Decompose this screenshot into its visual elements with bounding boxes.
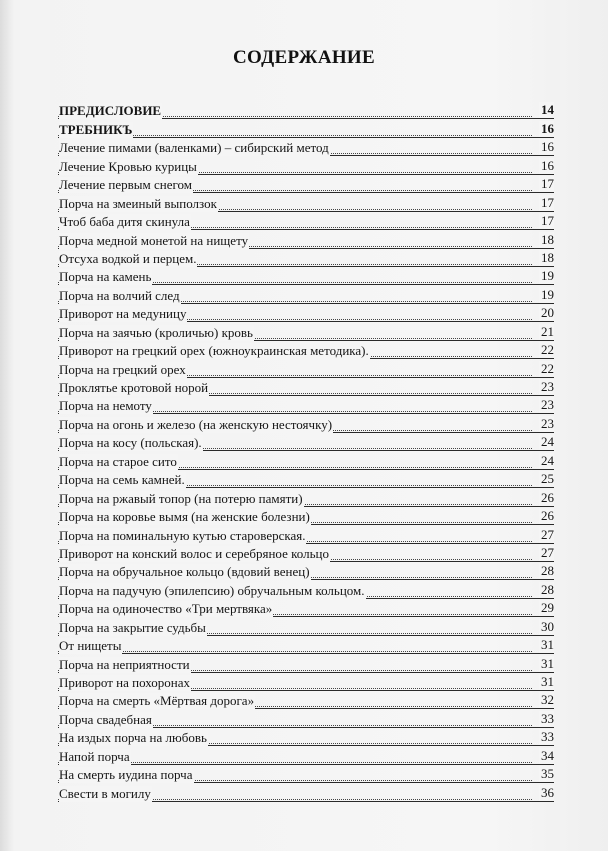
toc-entry-page-number: 30 — [541, 618, 554, 634]
toc-entry — [58, 673, 554, 691]
toc-entry-title: Порча на старое сито — [59, 453, 177, 469]
toc-entry-page-number: 18 — [541, 249, 554, 265]
toc-entry — [58, 249, 554, 267]
toc-entry-page-number: 17 — [541, 213, 554, 229]
toc-entry-page-number: 32 — [541, 692, 554, 708]
toc-entry-title: На смерть иудина порча — [59, 767, 193, 783]
toc-entry — [58, 230, 554, 248]
toc-entry-title: Приворот на похоронах — [59, 675, 190, 690]
toc-entry-title: Порча на заячью (кроличью) кровь — [59, 324, 253, 340]
toc-entry — [58, 396, 554, 414]
toc-entry — [58, 470, 554, 488]
table-of-contents — [58, 101, 554, 802]
toc-entry — [58, 562, 554, 580]
toc-entry — [58, 765, 554, 783]
toc-entry-title: Порча на грецкий орех — [59, 361, 186, 377]
toc-entry-page-number: 16 — [541, 139, 554, 155]
toc-entry — [58, 617, 554, 635]
toc-entry-page-number: 35 — [541, 766, 554, 782]
toc-entry-page-number: 23 — [541, 397, 554, 413]
toc-entry-page-number: 31 — [541, 655, 554, 671]
toc-entry — [58, 433, 554, 451]
toc-entry-page-number: 34 — [541, 747, 554, 763]
toc-entry — [58, 138, 554, 156]
toc-entry-page-number: 18 — [541, 231, 554, 247]
toc-entry — [58, 175, 554, 193]
toc-entry-page-number: 28 — [541, 581, 554, 597]
toc-entry — [58, 322, 554, 340]
toc-entry-title: Проклятье кротовой норой — [59, 380, 209, 395]
toc-entry-title: Лечение пимами (валенками) – сибирский метод — [59, 140, 329, 156]
toc-entry-title: Порча на неприятности — [59, 656, 190, 672]
toc-entry — [58, 488, 554, 506]
toc-entry-title: Приворот на грецкий орех (южноукраинская методика). — [59, 343, 369, 359]
toc-entry-title: Порча на косу (польская). — [59, 435, 202, 451]
toc-entry — [58, 525, 554, 543]
toc-entry — [58, 728, 554, 746]
toc-entry — [58, 451, 554, 469]
toc-entry-page-number: 26 — [541, 508, 554, 524]
toc-entry-title: Лечение первым снегом — [59, 177, 192, 193]
toc-entry-page-number: 21 — [541, 323, 554, 339]
toc-entry-title: Порча на змеиный выползок — [59, 195, 217, 211]
toc-entry-page-number: 19 — [541, 268, 554, 284]
toc-entry-page-number: 16 — [541, 120, 554, 136]
toc-entry — [58, 304, 554, 322]
toc-entry — [58, 267, 554, 285]
toc-entry — [58, 341, 554, 359]
toc-entry-title: Порча на падучую (эпилепсию) обручальным кольцом. — [59, 582, 365, 598]
toc-entry — [58, 507, 554, 525]
toc-entry — [58, 654, 554, 672]
toc-entry-title: На издых порча на любовь — [59, 730, 207, 746]
toc-entry-page-number: 25 — [541, 471, 554, 487]
toc-entry-page-number: 27 — [541, 526, 554, 542]
toc-entry — [58, 212, 554, 230]
toc-entry-page-number: 26 — [541, 489, 554, 505]
toc-entry — [58, 636, 554, 654]
toc-entry-page-number: 27 — [541, 544, 554, 560]
toc-entry-page-number: 17 — [541, 176, 554, 192]
toc-entry-page-number: 31 — [541, 674, 554, 689]
toc-entry-title: ПРЕДИСЛОВИЕ — [59, 103, 162, 119]
toc-entry-page-number: 23 — [541, 415, 554, 431]
toc-entry-page-number: 24 — [541, 434, 554, 450]
toc-entry-page-number: 28 — [541, 563, 554, 579]
toc-entry-page-number: 22 — [541, 360, 554, 376]
toc-entry — [58, 544, 554, 562]
toc-entry — [58, 378, 554, 396]
toc-entry — [58, 285, 554, 303]
toc-entry-title: От нищеты — [59, 638, 122, 654]
toc-entry-page-number: 23 — [541, 379, 554, 394]
toc-entry-title: Порча медной монетой на нищету — [59, 232, 249, 248]
toc-entry-page-number: 36 — [541, 784, 554, 800]
toc-entry-title: Порча на ржавый топор (на потерю памяти) — [59, 490, 303, 506]
toc-entry-title: Порча на камень — [59, 269, 152, 285]
toc-entry-title: Порча на коровье вымя (на женские болезни) — [59, 509, 310, 525]
toc-entry-title: Напой порча — [59, 748, 130, 764]
toc-entry-title: Лечение Кровью курицы — [59, 158, 197, 174]
toc-entry-page-number: 20 — [541, 305, 554, 321]
page-title: СОДЕРЖАНИЕ — [233, 47, 375, 68]
toc-entry — [58, 783, 554, 801]
toc-entry-page-number: 16 — [541, 157, 554, 173]
toc-entry — [58, 193, 554, 211]
toc-entry-title: Приворот на конский волос и серебряное кольцо — [59, 545, 329, 561]
toc-entry-title: Порча на волчий след — [59, 287, 180, 303]
toc-entry-page-number: 33 — [541, 729, 554, 745]
toc-entry-title: Порча на огонь и железо (на женскую нестоячку) — [59, 416, 333, 432]
toc-entry — [58, 359, 554, 377]
toc-entry — [58, 580, 554, 598]
toc-entry-title: Порча на поминальную кутью староверская. — [59, 527, 306, 543]
toc-entry-page-number: 31 — [541, 637, 554, 653]
toc-entry-page-number: 22 — [541, 342, 554, 358]
toc-entry-page-number: 24 — [541, 452, 554, 468]
toc-entry — [58, 709, 554, 727]
toc-entry-title: Приворот на медуницу — [59, 306, 187, 322]
toc-entry — [58, 691, 554, 709]
toc-entry-title: Порча на одиночество «Три мертвяка» — [59, 601, 273, 617]
toc-entry — [58, 119, 554, 137]
toc-entry-title: Свести в могилу — [59, 785, 151, 801]
toc-entry-title: Порча свадебная — [59, 711, 152, 727]
toc-entry-title: Порча на обручальное кольцо (вдовий венец) — [59, 564, 310, 580]
toc-entry-title: Отсуха водкой и перцем. — [59, 250, 197, 266]
toc-entry — [58, 414, 554, 432]
toc-entry-title: Порча на смерть «Мёртвая дорога» — [59, 693, 255, 709]
dot-leader — [58, 649, 532, 652]
toc-entry-title: Чтоб баба дитя скинула — [59, 214, 190, 230]
toc-entry — [58, 156, 554, 174]
toc-entry-title: ТРЕБНИКЪ — [59, 121, 133, 137]
toc-entry-page-number: 29 — [541, 600, 554, 616]
toc-entry — [58, 746, 554, 764]
toc-entry-page-number: 17 — [541, 194, 554, 210]
toc-entry-title: Порча на семь камней. — [59, 472, 185, 488]
toc-entry-title: Порча на закрытие судьбы — [59, 619, 206, 635]
toc-entry-page-number: 33 — [541, 710, 554, 726]
toc-entry — [58, 599, 554, 617]
toc-entry-title: Порча на немоту — [59, 398, 152, 414]
toc-entry-page-number: 14 — [541, 102, 554, 118]
toc-entry-page-number: 19 — [541, 286, 554, 302]
toc-entry — [58, 101, 554, 119]
